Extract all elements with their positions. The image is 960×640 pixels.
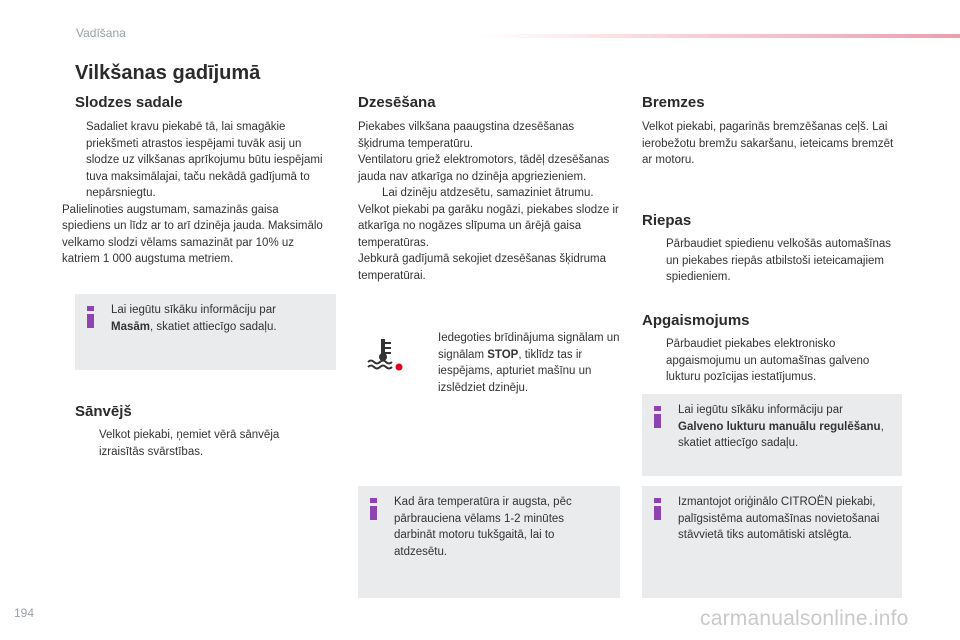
- info-icon: [654, 406, 661, 428]
- cooling-paragraph: Jebkurā gadījumā sekojiet dzesēšanas šķidruma temperatūrai.: [358, 253, 607, 282]
- list-item: [642, 336, 904, 386]
- crosswind-text: [75, 427, 315, 460]
- heading-lighting: Apgaismojums: [642, 312, 750, 329]
- info-text: Lai iegūtu sīkāku informāciju par Masām, skatiet attiecīgo sadaļu.: [111, 304, 277, 333]
- heading-brakes: Bremzes: [642, 94, 705, 111]
- info-text: Kad āra temperatūra ir augsta, pēc pārbrauciena vēlams 1-2 minūtes darbināt motoru tukšgaitā, lai to atdzesētu.: [394, 496, 572, 558]
- info-box-headlamps: [642, 394, 902, 476]
- section-header: Vadīšana: [76, 26, 126, 40]
- info-box-parking-sensors: [642, 486, 902, 598]
- lighting-bullet-text: Pārbaudiet piekabes elektronisko apgaismojumu un automašīnas galveno lukturu pozīcijas iestatījumus.: [666, 338, 870, 383]
- load-section-text: [62, 119, 324, 268]
- crosswind-bullet-text: Velkot piekabi, ņemiet vērā sānvēja izraisītās svārstības.: [99, 429, 280, 458]
- list-item: [62, 119, 324, 202]
- page-number: 194: [14, 606, 35, 620]
- list-item: Iedegoties brīdinājuma signālam un signālam STOP, tiklīdz tas ir iespējams, apturiet mašīnu un izslēdziet dzinēju.: [438, 332, 620, 394]
- stop-warning-text: [414, 330, 622, 396]
- info-icon: [654, 498, 661, 520]
- cooling-text: [358, 119, 620, 284]
- cooling-bullet-text: Lai dzinēju atdzesētu, samaziniet ātrumu.: [382, 187, 594, 199]
- stop-label: STOP: [487, 348, 519, 361]
- load-bullet-text: Sadaliet kravu piekabē tā, lai smagākie priekšmeti atrastos iespējami tuvāk asij un slodze uz vilkšanas aprīkojumu būtu iespējami tuva maksimālajai, taču nekādā gadījumā to nepārsniegtu.: [86, 121, 323, 199]
- cooling-paragraph: Piekabes vilkšana paaugstina dzesēšanas šķidruma temperatūru.: [358, 121, 575, 150]
- heading-load-distribution: Slodzes sadale: [75, 94, 183, 111]
- info-box-masses: [75, 294, 336, 370]
- link-headlamp-adjustment: Galveno lukturu manuālu regulēšanu: [678, 420, 881, 433]
- info-box-cooling: [358, 486, 620, 598]
- cooling-paragraph: Velkot piekabi pa garāku nogāzi, piekabes slodze ir atkarīga no nogāzes slīpuma un ārējā gaisa temperatūras.: [358, 203, 619, 249]
- info-icon: [370, 498, 377, 520]
- tyres-text: [642, 236, 904, 286]
- info-text: Lai iegūtu sīkāku informāciju par Galveno lukturu manuālu regulēšanu, skatiet attiecīgo sadaļu.: [678, 404, 884, 449]
- header-decor-bar: [480, 34, 960, 38]
- info-icon: [87, 306, 94, 328]
- brakes-text: Velkot piekabi, pagarinās bremzēšanas ceļš. Lai ierobežotu bremžu sakaršanu, ieteicams bremzēt ar motoru.: [642, 121, 894, 166]
- list-item: [358, 185, 620, 202]
- watermark: carmanualsonline.info: [700, 607, 909, 630]
- coolant-temperature-warning-icon: [364, 336, 404, 372]
- heading-cooling: Dzesēšana: [358, 94, 436, 111]
- cooling-paragraph: Ventilatoru griež elektromotors, tādēļ dzesēšanas jauda nav atkarīga no dzinēja apgriezieniem.: [358, 154, 610, 183]
- list-item: [642, 236, 904, 286]
- lighting-text: [642, 336, 904, 386]
- load-paragraph: Palielinoties augstumam, samazinās gaisa spiediens un līdz ar to arī dzinēja jauda. Maksimālo velkamo slodzi vēlams samazināt par 10% uz katriem 1 000 augstuma metriem.: [62, 203, 323, 265]
- heading-crosswind: Sānvējš: [75, 403, 132, 420]
- info-text: Izmantojot oriģinālo CITROËN piekabi, palīgsistēma automašīnas novietošanai stāvvietā tiks automātiski atslēgta.: [678, 496, 880, 541]
- heading-tyres: Riepas: [642, 212, 692, 229]
- link-masses: Masām: [111, 320, 150, 333]
- list-item: [75, 427, 315, 460]
- page-title: Vilkšanas gadījumā: [75, 62, 261, 84]
- tyres-bullet-text: Pārbaudiet spiedienu velkošās automašīnas un piekabes riepās atbilstoši ieteicamajiem spiedieniem.: [666, 238, 892, 283]
